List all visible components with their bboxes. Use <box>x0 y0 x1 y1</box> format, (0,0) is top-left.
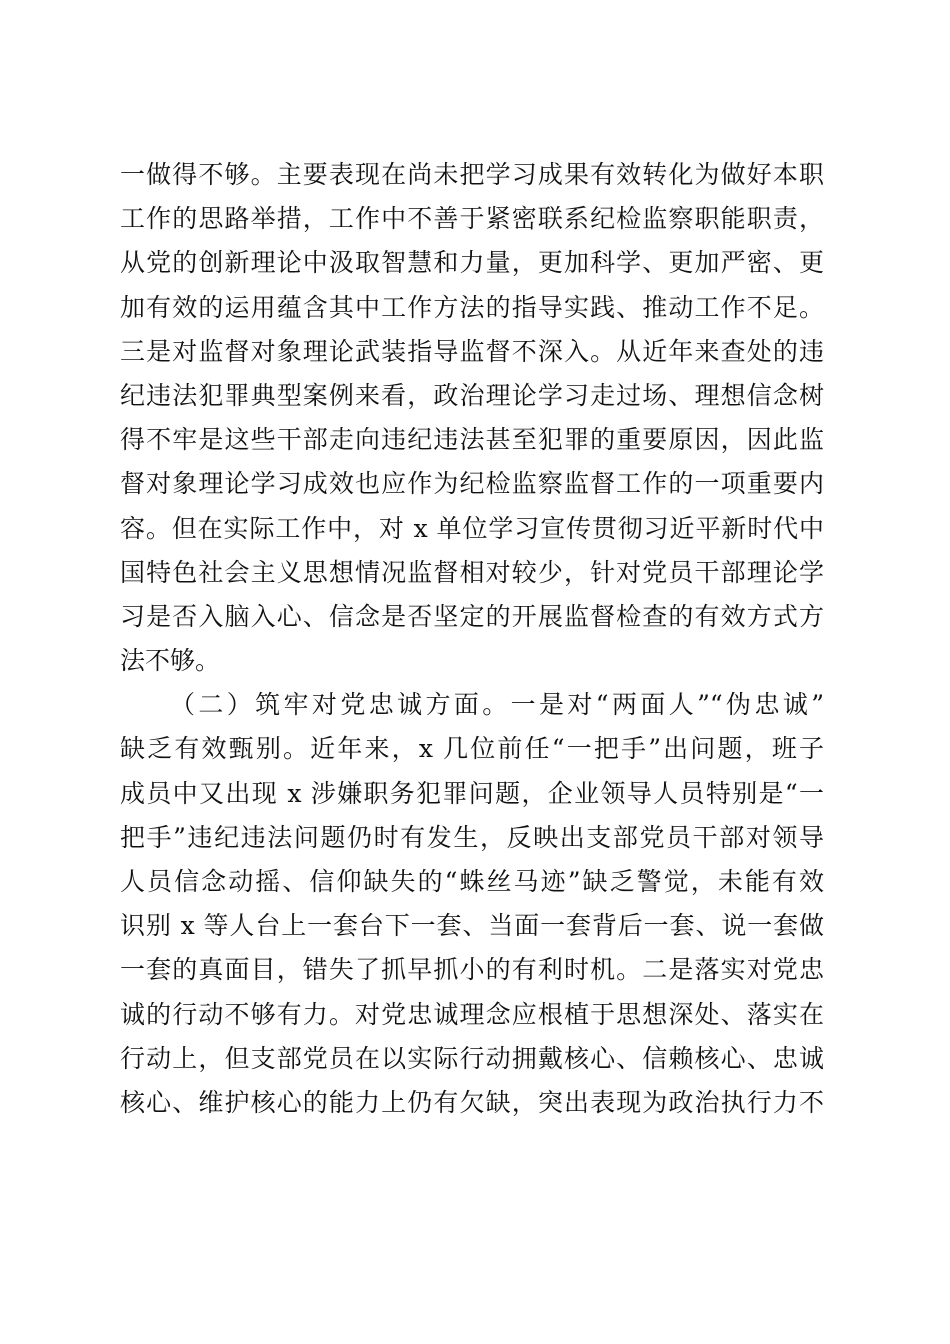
text-line: 法不够。 <box>120 646 221 676</box>
text-line: 缺乏有效甄别。近年来，x 几位前任“一把手”出问题，班子 <box>120 734 824 764</box>
text-line: 习是否入脑入心、信念是否坚定的开展监督检查的有效方式方 <box>120 601 824 631</box>
text-line: 核心、维护核心的能力上仍有欠缺，突出表现为政治执行力不 <box>120 1087 824 1117</box>
text-line: 容。但在实际工作中，对 x 单位学习宣传贯彻习近平新时代中 <box>120 513 824 543</box>
text-line: 纪违法犯罪典型案例来看，政治理论学习走过场、理想信念树 <box>120 380 824 410</box>
body-text <box>120 153 824 1125</box>
text-line: 一做得不够。主要表现在尚未把学习成果有效转化为做好本职 <box>120 160 824 189</box>
text-line: 成员中又出现 x 涉嫌职务犯罪问题，企业领导人员特别是“一 <box>120 778 824 808</box>
text-line: （二）筑牢对党忠诚方面。一是对“两面人”“伪忠诚” <box>170 690 824 720</box>
text-line: 得不牢是这些干部走向违纪违法甚至犯罪的重要原因，因此监 <box>120 425 824 455</box>
text-line: 识别 x 等人台上一套台下一套、当面一套背后一套、说一套做 <box>120 911 824 941</box>
text-line: 诚的行动不够有力。对党忠诚理念应根植于思想深处、落实在 <box>120 999 824 1029</box>
text-line: 一套的真面目，错失了抓早抓小的有利时机。二是落实对党忠 <box>120 955 824 985</box>
text-line: 加有效的运用蕴含其中工作方法的指导实践、推动工作不足。 <box>120 292 824 322</box>
text-line: 工作的思路举措，工作中不善于紧密联系纪检监察职能职责， <box>120 204 824 234</box>
text-line: 三是对监督对象理论武装指导监督不深入。从近年来查处的违 <box>120 336 824 366</box>
text-line: 行动上，但支部党员在以实际行动拥戴核心、信赖核心、忠诚 <box>120 1043 824 1073</box>
text-line: 国特色社会主义思想情况监督相对较少，针对党员干部理论学 <box>120 557 824 587</box>
text-line: 从党的创新理论中汲取智慧和力量，更加科学、更加严密、更 <box>120 248 824 278</box>
text-line: 人员信念动摇、信仰缺失的“蛛丝马迹”缺乏警觉，未能有效 <box>120 867 824 896</box>
text-line: 把手”违纪违法问题仍时有发生，反映出支部党员干部对领导 <box>120 822 824 852</box>
text-line: 督对象理论学习成效也应作为纪检监察监督工作的一项重要内 <box>120 469 824 499</box>
